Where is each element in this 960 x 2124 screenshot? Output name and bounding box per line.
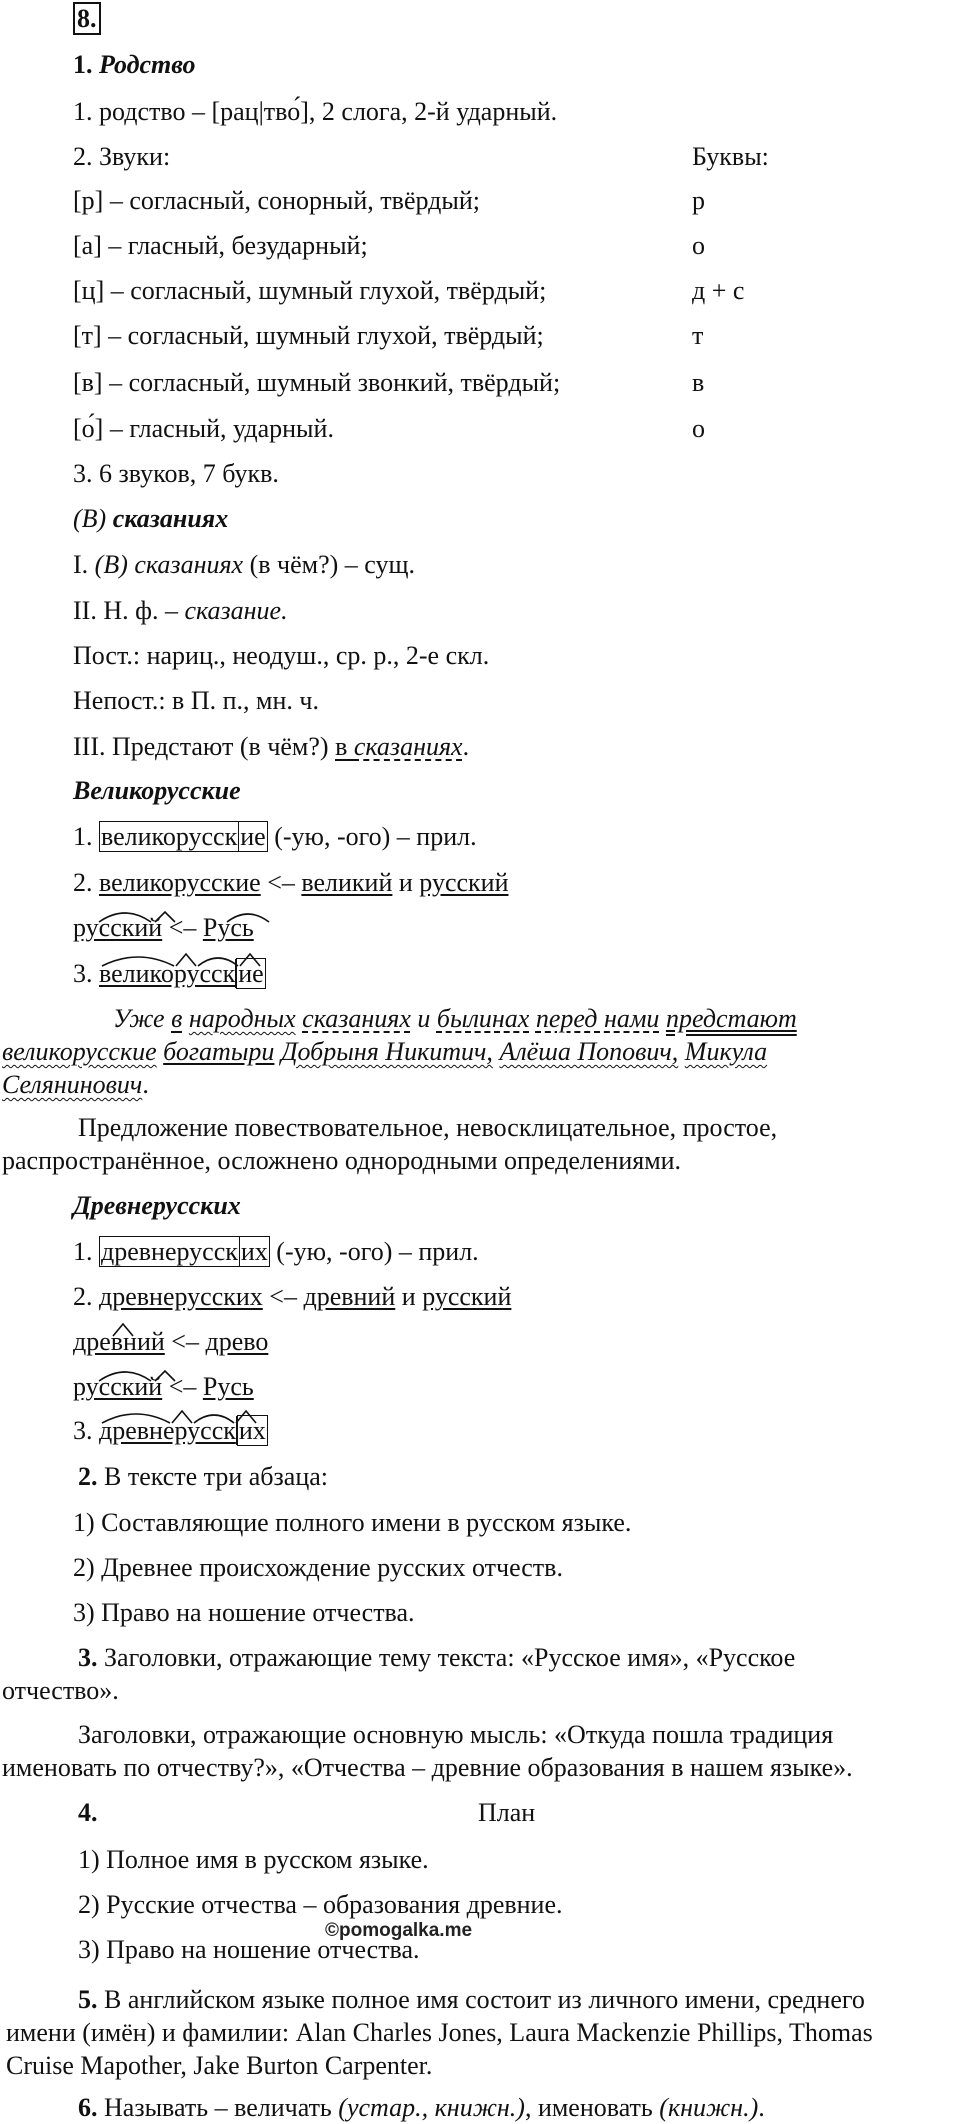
- drevnerusskih-heading: Древнерусских: [73, 1191, 241, 1220]
- sentence-line1: Уже в народных сказаниях и былинах перед нами предстают: [113, 1004, 797, 1033]
- section2-item: 1) Составляющие полного имени в русском языке.: [73, 1508, 632, 1537]
- drevnerusskih-morph1: 1. древнерусск их (-ую, -ого) – прил.: [73, 1237, 479, 1266]
- sound-row: [т] – согласный, шумный глухой, твёрдый;: [73, 321, 544, 350]
- morpheme-arc-marks: [98, 944, 288, 974]
- morpheme-arc-marks: [73, 1314, 193, 1344]
- section1-summary: 3. 6 звуков, 7 букв.: [73, 459, 279, 488]
- morpheme-arc-marks: [73, 1359, 293, 1389]
- plan-item: 1) Полное имя в русском языке.: [78, 1845, 429, 1874]
- letter-cell: р: [692, 186, 705, 215]
- section6-line: 6. Называть – величать (устар., книжн.), именовать (книжн.).: [78, 2093, 765, 2122]
- letter-cell: о: [692, 231, 705, 260]
- letter-cell: т: [692, 321, 704, 350]
- plan-item: 2) Русские отчества – образования древние.: [78, 1890, 563, 1919]
- drevnerusskih-morph4: русский <– Русь: [73, 1372, 254, 1401]
- section3-p2-line2: именовать по отчеству?», «Отчества – древние образования в нашем языке».: [2, 1753, 853, 1782]
- skazaniyah-line5: III. Предстают (в чём?) в сказаниях.: [73, 732, 470, 761]
- velikorusskie-morph1: 1. великорусск ие (-ую, -ого) – прил.: [73, 822, 477, 851]
- skazaniyah-heading: (В) сказаниях: [73, 504, 229, 533]
- morpheme-arc-marks: [73, 900, 293, 930]
- skazaniyah-line3: Пост.: нариц., неодуш., ср. р., 2-е скл.: [73, 641, 490, 670]
- skazaniyah-line1: I. (В) сказаниях (в чём?) – сущ.: [73, 550, 416, 579]
- sentence-analysis-2: распространённое, осложнено однородными определениями.: [2, 1146, 682, 1175]
- sound-row: [а] – гласный, безударный;: [73, 231, 368, 260]
- section2-item: 2) Древнее происхождение русских отчеств.: [73, 1553, 563, 1582]
- sound-row: [ц] – согласный, шумный глухой, твёрдый;: [73, 276, 547, 305]
- sentence-line2: великорусские богатыри Добрыня Никитич, Алёша Попович, Микула: [2, 1037, 768, 1066]
- plan-item: 3) Право на ношение отчества.: [78, 1935, 420, 1964]
- plan-title: План: [478, 1798, 536, 1827]
- section5-line2: имени (имён) и фамилии: Alan Charles Jones, Laura Mackenzie Phillips, Thomas: [6, 2018, 873, 2047]
- section4-number: 4.: [78, 1798, 98, 1827]
- drevnerusskih-morph3: древний <– древо: [73, 1327, 269, 1356]
- section5-line3: Cruise Mapother, Jake Burton Carpenter.: [6, 2051, 433, 2080]
- sounds-header: 2. Звуки:: [73, 142, 171, 171]
- sound-row: [р] – согласный, сонорный, твёрдый;: [73, 186, 480, 215]
- velikorusskie-morph2: 2. великорусские <– великий и русский: [73, 868, 509, 897]
- task-number: 8.: [73, 4, 101, 34]
- velikorusskie-heading: Великорусские: [73, 776, 241, 805]
- watermark: ©pomogalka.me: [325, 1920, 473, 1941]
- morpheme-arc-marks: [98, 1401, 288, 1431]
- sound-row: [в] – согласный, шумный звонкий, твёрдый;: [73, 368, 561, 397]
- velikorusskie-morph3: русский <– Русь: [73, 913, 254, 942]
- sentence-analysis-1: Предложение повествовательное, невосклицательное, простое,: [78, 1113, 778, 1142]
- velikorusskie-morph4: 3. великорусск ие: [73, 959, 264, 988]
- section2-heading: 2. В тексте три абзаца:: [78, 1462, 329, 1491]
- letter-cell: в: [692, 368, 705, 397]
- drevnerusskih-morph5: 3. древнерусск их: [73, 1416, 266, 1445]
- letter-cell: о: [692, 414, 705, 443]
- letters-header: Буквы:: [692, 142, 769, 171]
- section3-p2-line1: Заголовки, отражающие основную мысль: «Откуда пошла традиция: [78, 1720, 834, 1749]
- section3-p1-line2: отчество».: [2, 1676, 119, 1705]
- section3-p1-line1: 3. Заголовки, отражающие тему текста: «Русское имя», «Русское: [78, 1643, 796, 1672]
- skazaniyah-line2: II. Н. ф. – сказание.: [73, 596, 288, 625]
- skazaniyah-line4: Непост.: в П. п., мн. ч.: [73, 686, 319, 715]
- letter-cell: д + с: [692, 276, 745, 305]
- section5-line1: 5. В английском языке полное имя состоит из личного имени, среднего: [78, 1985, 865, 2014]
- drevnerusskih-morph2: 2. древнерусских <– древний и русский: [73, 1282, 512, 1311]
- section2-item: 3) Право на ношение отчества.: [73, 1598, 415, 1627]
- section1-line1: 1. родство – [рац|тво́], 2 слога, 2-й ударный.: [73, 97, 558, 126]
- sound-row: [о́] – гласный, ударный.: [73, 414, 334, 443]
- sentence-line3: Селянинович.: [2, 1070, 149, 1099]
- section1-heading: 1. Родство: [73, 50, 196, 79]
